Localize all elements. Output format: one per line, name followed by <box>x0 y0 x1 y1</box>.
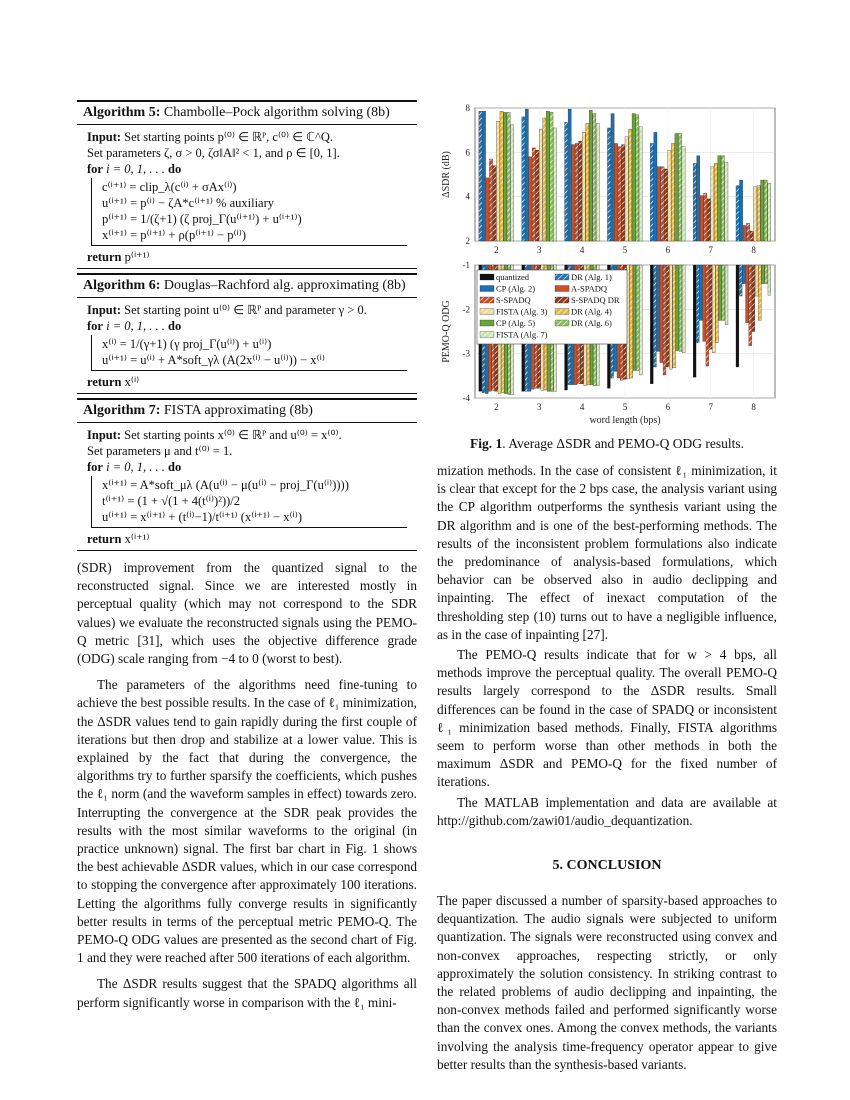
bar <box>618 147 621 241</box>
body-paragraph: The PEMO-Q results indicate that for w > 4 bps, all methods improve the perceptual quality. The overall PEMO-Q results largely correspond to the ΔSDR results. Small differences can be found in the case of SPADQ or inconsistent ℓ₁ minimization based methods. Finally, FISTA algorithms seem to perform worse than other methods in both the maximum ΔSDR and PEMO-Q for the fixed number of iterations. <box>437 647 777 790</box>
body-paragraph: The parameters of the algorithms need fine-tuning to achieve the best possible results. In the case of ℓ₁ minimization, the ΔSDR values tend to gain rapidly during the first couple of iterations but then drop and stabilize at a lower value. This is explained by the fact that during the convergence, the algorithms try to further sparsify the coefficients, which pushes the ℓ₁ norm (and the waveform samples in effect) towards zero. Interrupting the convergence at the SDR peak provides the results with the most similar waveforms to the original (in practice unknown) signal. The first bar chart in Fig. 1 shows the best achievable ΔSDR values, which in our case correspond to stopping the convergence after approximately 100 iterations. Letting the algorithms fully converge results in significantly better results in terms of the perceptual metric PEMO-Q. The PEMO-Q ODG values are presented as the second chart of Fig. 1 and they were reached after 500 iterations of each algorithm. <box>77 677 417 966</box>
bar <box>716 265 719 343</box>
bar <box>755 265 758 296</box>
bar <box>762 265 765 284</box>
svg-text:A-SPADQ: A-SPADQ <box>571 283 608 294</box>
bar <box>611 114 614 241</box>
svg-text:CP (Alg. 5): CP (Alg. 5) <box>496 318 536 328</box>
svg-text:S-SPADQ DR: S-SPADQ DR <box>571 295 620 305</box>
bar <box>714 163 717 241</box>
bar <box>725 265 728 325</box>
bar <box>669 265 672 369</box>
bar <box>736 186 739 241</box>
bar <box>593 114 596 241</box>
bar <box>565 122 568 241</box>
bar <box>654 132 657 241</box>
algorithm-5-box <box>77 100 417 269</box>
algorithm-5-title: Algorithm 5: Chambolle–Pock algorithm solving (8b) <box>77 102 417 125</box>
algorithm-5-loop-body <box>91 178 407 246</box>
bar <box>703 265 706 341</box>
svg-text:8: 8 <box>751 245 756 255</box>
bar <box>768 265 771 295</box>
bar <box>532 148 535 241</box>
algorithm-6-title: Algorithm 6: Douglas–Rachford alg. approximating (8b) <box>77 275 417 298</box>
algorithm-6-input: Input: Set starting point u⁽⁰⁾ ∈ ℝᴾ and parameter γ > 0. <box>87 303 367 317</box>
bar <box>579 141 582 241</box>
bar <box>503 112 506 241</box>
algorithm-step: x⁽ⁱ⁺¹⁾ = A*soft_μλ (A(u⁽ⁱ⁾ − μ(u⁽ⁱ⁾ − proj_Γ(u⁽ⁱ⁾)))) <box>102 478 349 492</box>
bar <box>657 265 660 351</box>
bar <box>758 265 761 320</box>
bar <box>539 129 542 241</box>
bar <box>510 125 513 241</box>
right-column <box>437 100 777 1074</box>
bar <box>754 187 757 241</box>
svg-text:8: 8 <box>751 402 756 412</box>
bar <box>630 265 633 378</box>
bar <box>496 121 499 241</box>
bar <box>596 124 599 241</box>
bar <box>750 231 753 241</box>
bar <box>575 143 578 241</box>
bar <box>621 145 624 241</box>
algorithm-5-for: for i = 0, 1, . . . do <box>87 162 182 176</box>
bar <box>712 265 715 353</box>
bar <box>693 163 696 241</box>
svg-text:S-SPADQ: S-SPADQ <box>496 295 531 305</box>
bar <box>625 137 628 241</box>
section-heading-conclusion: 5. CONCLUSION <box>552 858 662 874</box>
svg-text:quantized: quantized <box>496 272 530 282</box>
body-paragraph: The ΔSDR results suggest that the SPADQ algorithms all perform significantly worse in comparison with the ℓ₁ mini- <box>77 976 417 1010</box>
bar <box>661 167 664 241</box>
bar <box>761 180 764 241</box>
svg-text:4: 4 <box>579 245 585 255</box>
bar <box>678 133 681 241</box>
algorithm-step: u⁽ⁱ⁺¹⁾ = p⁽ⁱ⁾ − ζA*c⁽ⁱ⁺¹⁾ % auxiliary <box>102 196 275 210</box>
algorithm-7-title: Algorithm 7: FISTA approximating (8b) <box>77 400 417 423</box>
bar <box>697 156 700 241</box>
bar <box>722 265 725 320</box>
algorithm-6-return: return x⁽ⁱ⁾ <box>87 375 140 389</box>
svg-text:7: 7 <box>708 402 713 412</box>
body-paragraph: (SDR) improvement from the quantized signal to the reconstructed signal. Since we are interested mostly in perceptual quality (which may not correspond to the SDR values) we evaluate the reconstructed signals using the PEMO-Q metric [31], which uses the objective difference grade (ODG) scale ranging from −4 to 0 (worst to best). <box>77 560 417 667</box>
bar <box>706 265 709 366</box>
bar <box>663 265 666 375</box>
bar <box>479 111 482 241</box>
bar <box>711 167 714 241</box>
bar <box>607 128 610 241</box>
svg-text:FISTA (Alg. 7): FISTA (Alg. 7) <box>496 329 548 340</box>
bar <box>500 111 503 241</box>
algorithm-7-params: Set parameters μ and t⁽⁰⁾ = 1. <box>87 444 233 458</box>
bar <box>614 143 617 241</box>
bar <box>742 265 745 284</box>
algorithm-7-for: for i = 0, 1, . . . do <box>87 460 182 474</box>
bar <box>664 169 667 241</box>
bar <box>653 265 656 367</box>
bar <box>568 109 571 241</box>
svg-text:6: 6 <box>665 245 671 255</box>
bar <box>525 109 528 241</box>
bar <box>482 111 485 241</box>
bar <box>639 127 642 241</box>
bar <box>765 265 768 284</box>
bar <box>529 157 532 241</box>
bar <box>676 265 679 351</box>
bar <box>675 133 678 241</box>
bar <box>740 180 743 241</box>
bar <box>550 112 553 241</box>
bar <box>700 196 703 241</box>
svg-text:DR (Alg. 4): DR (Alg. 4) <box>571 306 612 317</box>
bar <box>633 265 636 371</box>
bar <box>636 115 639 241</box>
algorithm-step: x⁽ⁱ⁺¹⁾ = p⁽ⁱ⁺¹⁾ + ρ(p⁽ⁱ⁺¹⁾ − p⁽ⁱ⁾) <box>102 228 246 242</box>
svg-text:5: 5 <box>622 245 628 255</box>
bar <box>493 166 496 241</box>
figure-caption: Fig. 1. Average ΔSDR and PEMO-Q ODG results. <box>470 436 744 451</box>
svg-text:-2: -2 <box>462 304 470 315</box>
svg-text:3: 3 <box>537 245 542 255</box>
svg-text:2: 2 <box>494 402 499 412</box>
bar <box>636 265 639 371</box>
figure-1-charts <box>437 100 782 425</box>
svg-text:ΔSDR (dB): ΔSDR (dB) <box>441 151 452 198</box>
algorithm-7-box <box>77 398 417 551</box>
svg-text:CP (Alg. 2): CP (Alg. 2) <box>496 283 536 294</box>
bar <box>718 156 721 241</box>
bar <box>696 265 699 343</box>
bar <box>693 265 696 377</box>
algorithm-step: u⁽ⁱ⁺¹⁾ = x⁽ⁱ⁺¹⁾ + (t⁽ⁱ⁾−1)/t⁽ⁱ⁺¹⁾ (x⁽ⁱ⁺¹⁾ − x⁽ⁱ⁾) <box>102 510 303 524</box>
algorithm-5-return: return p⁽ⁱ⁺¹⁾ <box>87 250 150 264</box>
bar <box>719 265 722 320</box>
bar <box>666 265 669 367</box>
svg-text:3: 3 <box>537 402 542 412</box>
svg-text:4: 4 <box>465 191 470 202</box>
svg-text:DR (Alg. 1): DR (Alg. 1) <box>571 272 612 282</box>
bar <box>682 265 685 353</box>
algorithm-5-params: Set parameters ζ, σ > 0, ζσ‖A‖² < 1, and ρ ∈ [0, 1]. <box>87 146 340 160</box>
left-column <box>77 100 417 1012</box>
bar <box>543 118 546 241</box>
algorithm-step: u⁽ⁱ⁺¹⁾ = u⁽ⁱ⁾ + A*soft_γλ (A(2x⁽ⁱ⁾ − u⁽ⁱ⁾)) − x⁽ⁱ⁾ <box>102 353 325 367</box>
algorithm-step: x⁽ⁱ⁾ = 1/(γ+1) (γ proj_Γ(u⁽ⁱ⁾) + u⁽ⁱ⁾) <box>102 337 272 351</box>
bar <box>739 265 742 296</box>
svg-text:-1: -1 <box>462 260 470 270</box>
bar <box>736 265 739 367</box>
chart-legend <box>477 270 627 344</box>
bar <box>721 156 724 241</box>
bar <box>709 265 712 349</box>
bar <box>660 265 663 363</box>
bar <box>639 265 642 375</box>
algorithm-5-input: Input: Set starting points p⁽⁰⁾ ∈ ℝᴾ, c⁽⁰⁾ ∈ ℂ^Q. <box>87 130 333 144</box>
body-paragraph: The MATLAB implementation and data are available at http://github.com/zawi01/audio_dequantization. <box>437 794 777 828</box>
bar <box>757 186 760 241</box>
svg-text:6: 6 <box>465 147 470 158</box>
svg-text:5: 5 <box>622 402 628 412</box>
algorithm-7-loop-body <box>91 476 407 528</box>
algorithm-step: t⁽ⁱ⁺¹⁾ = (1 + √(1 + 4(t⁽ⁱ⁾)²))/2 <box>102 494 240 508</box>
bar <box>671 143 674 241</box>
bar <box>682 147 685 241</box>
bar <box>747 223 750 241</box>
svg-text:2: 2 <box>465 236 470 246</box>
bar <box>589 110 592 241</box>
algorithm-6-for: for i = 0, 1, . . . do <box>87 319 182 333</box>
svg-text:FISTA (Alg. 3): FISTA (Alg. 3) <box>496 306 548 317</box>
bar <box>536 150 539 241</box>
svg-text:4: 4 <box>579 402 585 412</box>
algorithm-6-loop-body <box>91 335 407 371</box>
bar <box>553 128 556 241</box>
bar <box>679 265 682 351</box>
svg-text:-3: -3 <box>462 348 470 359</box>
algorithm-step: c⁽ⁱ⁺¹⁾ = clip_λ(c⁽ⁱ⁾ + σAx⁽ⁱ⁾) <box>102 180 237 194</box>
svg-text:-4: -4 <box>462 393 470 403</box>
bar <box>700 265 703 320</box>
bar <box>489 159 492 241</box>
svg-text:6: 6 <box>665 402 671 412</box>
bar <box>673 265 676 368</box>
bar <box>743 225 746 241</box>
algorithm-7-return: return x⁽ⁱ⁺¹⁾ <box>87 532 150 546</box>
bar <box>749 265 752 346</box>
svg-text:DR (Alg. 6): DR (Alg. 6) <box>571 318 612 328</box>
bar <box>650 265 653 384</box>
bar <box>522 117 525 241</box>
bar <box>486 178 489 241</box>
algorithm-7-input: Input: Set starting points x⁽⁰⁾ ∈ ℝᴾ and u⁽⁰⁾ = x⁽⁰⁾. <box>87 428 342 442</box>
algorithm-6-box <box>77 273 417 394</box>
bar <box>752 265 755 332</box>
figure-1 <box>437 100 777 430</box>
bar <box>546 111 549 241</box>
bar <box>586 124 589 241</box>
bar <box>668 150 671 241</box>
body-paragraph: The paper discussed a number of sparsity-based approaches to dequantization. The audio signals were subjected to uniform quantization. The signals were reconstructed using convex and non-convex approaches, respecting strictly, or only approximately the solution consistency. In striking contrast to the related problems of audio declipping and inpainting, the non-convex methods failed and performed significantly worse than the convex ones. Among the convex methods, the variants involving the analysis time-frequency operator appear to give better results than the synthesis-based variants. <box>437 893 777 1072</box>
bar <box>704 193 707 241</box>
bar <box>632 114 635 241</box>
bar <box>657 167 660 241</box>
bar <box>746 265 749 323</box>
bar <box>650 143 653 241</box>
body-paragraph: mization methods. In the case of consistent ℓ₁ minimization, it is clear that except for the 2 bps case, the analysis variant using the CP algorithm outperforms the synthesis variant using the DR algorithm and is one of the best-performing methods. The results of the inconsistent problem formulations also indicate the predominance of analysis-based formulations, which behavior can be observed also in audio declipping and inpainting. The effect of inexact computation of the thresholding step (10) turns out to have a negligible influence, as in the case of inpainting [27]. <box>437 463 777 642</box>
svg-text:8: 8 <box>465 103 470 113</box>
algorithm-step: p⁽ⁱ⁺¹⁾ = 1/(ζ+1) (ζ proj_Γ(u⁽ⁱ⁺¹⁾) + u⁽ⁱ⁺¹⁾) <box>102 212 302 226</box>
bar <box>572 145 575 241</box>
svg-text:7: 7 <box>708 245 713 255</box>
bar <box>582 132 585 241</box>
bar <box>629 129 632 241</box>
bar <box>507 112 510 241</box>
svg-text:word length (bps): word length (bps) <box>589 415 661 425</box>
bar <box>764 180 767 241</box>
svg-text:2: 2 <box>494 245 499 255</box>
bar <box>707 199 710 241</box>
bar <box>725 162 728 241</box>
svg-text:PEMO-Q ODG: PEMO-Q ODG <box>441 300 452 363</box>
bar <box>768 183 771 241</box>
